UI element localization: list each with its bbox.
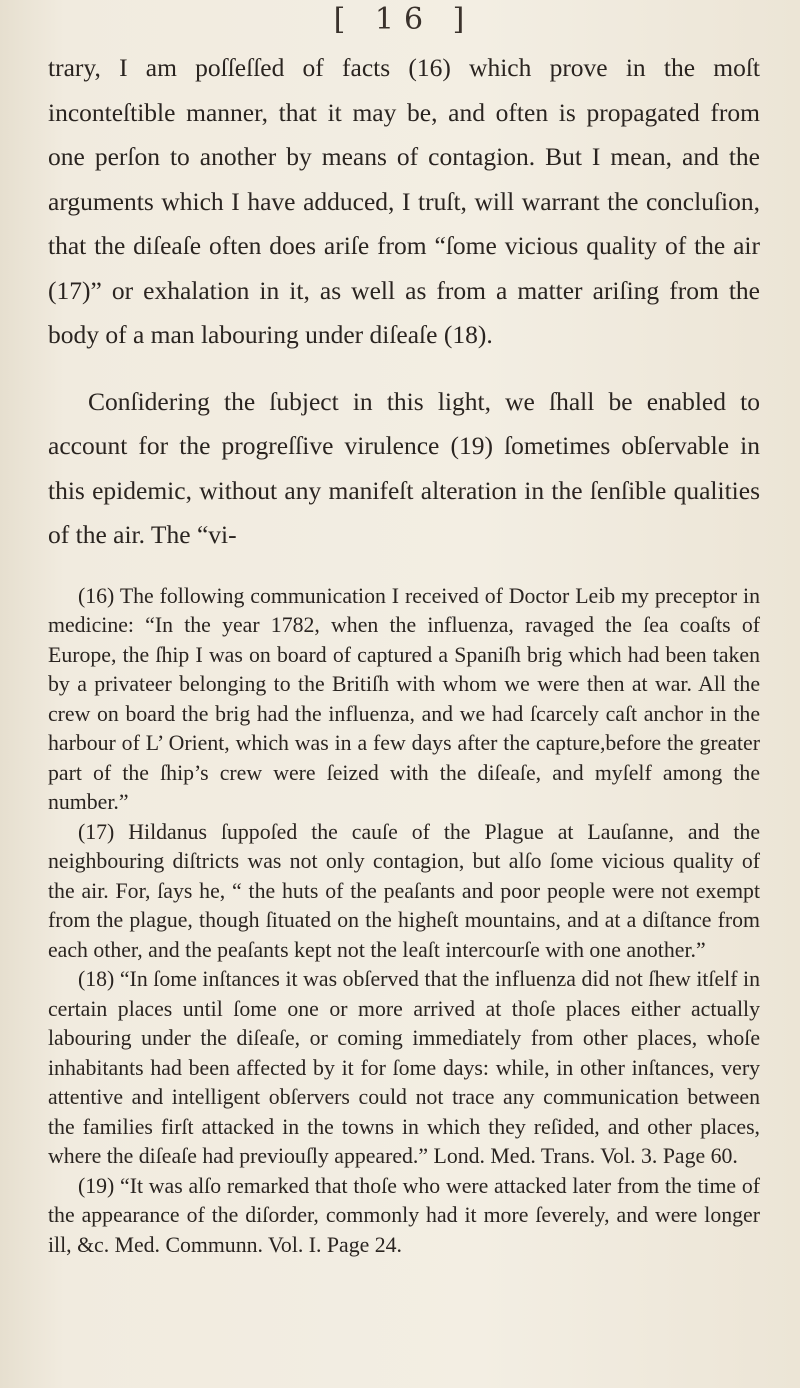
footnote-16: (16) The following communication I received of Doctor Leib my preceptor in medicine: “In the year 1782, when the influenza, ravaged the ſea coaſts of Europe, the ſhip I was on board of captured a Spaniſh brig which had been taken by a privateer belonging to the Britiſh with whom we were then at war. All the crew on board the brig had the influenza, and we had ſcarcely caſt anchor in the harbour of L’ Orient, which was in a few days after the capture,before the greater part of the ſhip’s crew were ſeized with the diſeaſe, and myſelf among the number.” [48,583,760,814]
body-paragraph-2: Conſidering the ſubject in this light, we ſhall be enabled to account for the progreſſive virulence (19) ſometimes obſervable in this epidemic, without any manifeſt alteration in the ſenſible qualities of the air. The “vi- [48,386,760,549]
body-paragraph-1: trary, I am poſſeſſed of facts (16) which prove in the moſt inconteſtible manner, that it may be, and often is propagated from one perſon to another by means of contagion. But I mean, and the arguments which I have adduced, I truſt, will warrant the concluſion, that the diſeaſe often does ariſe from “ſome vicious quality of the air (17)” or exhalation in it, as well as from a matter ariſing from the body of a man labouring under diſeaſe (18). [48,53,760,349]
footnotes [48,582,760,1261]
page-number: [ 16 ] [333,2,475,37]
footnote-19: (19) “It was alſo remarked that thoſe who were attacked later from the time of the appearance of the diſorder, commonly had it more ſeverely, and were longer ill, &c. Med. Communn. Vol. I. Page 24. [48,1173,760,1257]
main-text [48,46,760,558]
footnote-18: (18) “In ſome inſtances it was obſerved that the influenza did not ſhew itſelf in certain places until ſome one or more arrived at thoſe places either actually labouring under the diſeaſe, or coming immediately from other places, whoſe inhabitants had been affected by it for ſome days: while, in other inſtances, very attentive and intelligent obſervers could not trace any communication between the families firſt attacked in the towns in which they reſided, and other places, where the diſeaſe had previouſly appeared.” Lond. Med. Trans. Vol. 3. Page 60. [48,967,760,1168]
footnote-17: (17) Hildanus ſuppoſed the cauſe of the Plague at Lauſanne, and the neighbouring diſtricts was not only contagion, but alſo ſome vicious quality of the air. For, ſays he, “ the huts of the peaſants and poor people were not exempt from the plague, though ſituated on the higheſt mountains, and at a diſtance from each other, and the peaſants kept not the leaſt intercourſe with one another.” [48,819,760,962]
